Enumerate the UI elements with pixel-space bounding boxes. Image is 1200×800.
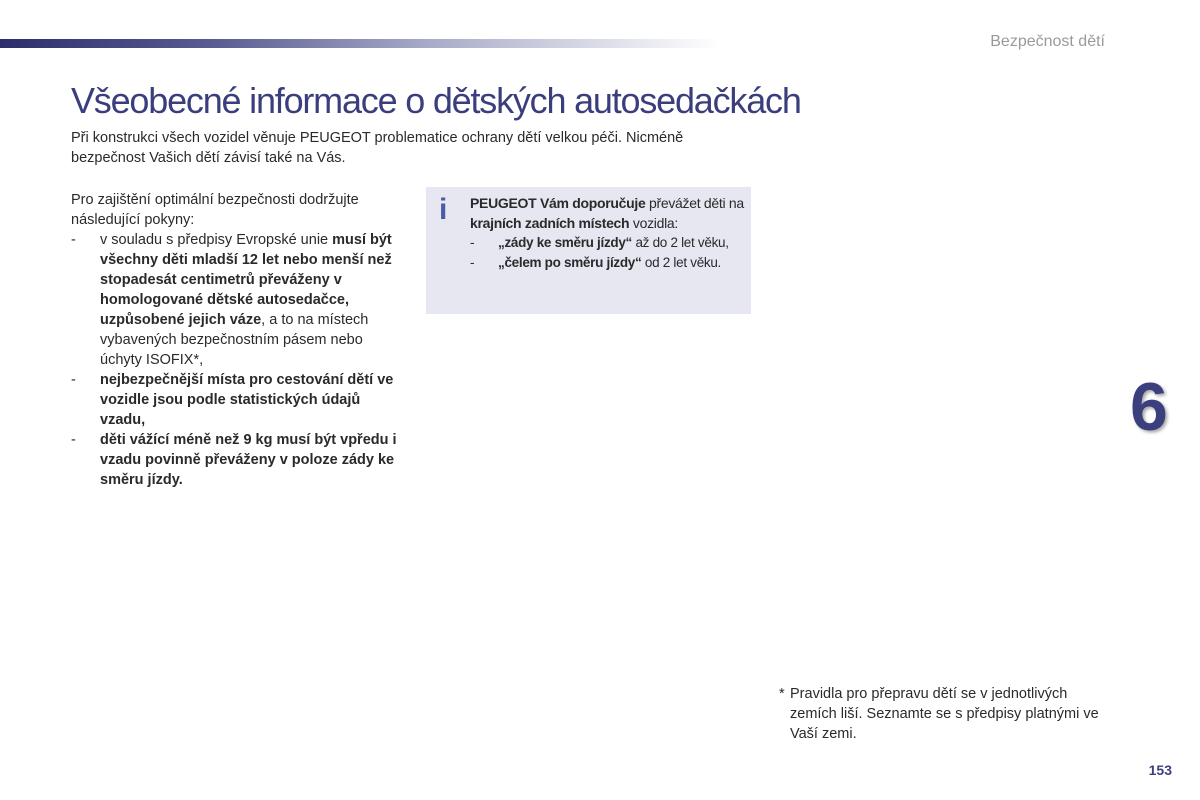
list-item xyxy=(470,233,748,253)
list-dash: - xyxy=(71,372,76,388)
info-box xyxy=(426,187,751,314)
info-text-span: převážet děti na xyxy=(645,195,744,211)
intro-paragraph: Při konstrukci všech vozidel věnuje PEUGEOT problematice ochrany dětí velkou péči. Nicméně bezpečnost Vašich dětí závisí také na Vás. xyxy=(71,130,684,166)
instructions-list xyxy=(71,230,401,490)
page-title: Všeobecné informace o dětských autosedačkách xyxy=(71,80,801,121)
list-dash: - xyxy=(470,255,475,270)
item-text: v souladu s předpisy Evropské unie xyxy=(100,232,333,248)
info-bold: „čelem po směru jízdy“ xyxy=(498,255,642,270)
chapter-number: 6 xyxy=(1130,369,1168,445)
info-bold: „zády ke směru jízdy“ xyxy=(498,235,633,250)
info-text-span: od 2 let věku. xyxy=(641,255,722,270)
list-item xyxy=(71,430,401,490)
item-text: , a to na místech vybavených bezpečnostním pásem nebo úchyty ISOFIX*, xyxy=(100,312,369,368)
info-text xyxy=(470,193,748,273)
list-dash: - xyxy=(71,432,76,448)
info-bold: krajních zadních místech xyxy=(470,215,630,231)
section-title: Bezpečnost dětí xyxy=(990,33,1105,50)
info-list xyxy=(470,233,748,273)
list-dash: - xyxy=(470,235,475,250)
footnote xyxy=(779,684,1109,744)
list-item xyxy=(71,370,401,430)
item-text-bold: musí být všechny děti mladší 12 let nebo menší než stopadesát centimetrů převáženy v homologované dětské autosedačce, uzpůsobené jejich váze xyxy=(100,232,392,328)
list-item xyxy=(71,230,401,370)
instructions-lead: Pro zajištění optimální bezpečnosti dodržujte následující pokyny: xyxy=(71,192,359,228)
info-text-span: vozidla: xyxy=(629,215,678,231)
info-icon: i xyxy=(439,193,448,226)
instructions-column xyxy=(71,190,401,490)
page-number: 153 xyxy=(1148,762,1172,778)
list-item xyxy=(470,253,748,273)
footnote-text: Pravidla pro přepravu dětí se v jednotlivých zemích liší. Seznamte se s předpisy platnými ve Vaší zemi. xyxy=(790,686,1099,742)
item-text-bold: nejbezpečnější místa pro cestování dětí ve vozidle jsou podle statistických údajů vzadu, xyxy=(100,372,394,428)
header-gradient-bar xyxy=(0,39,720,48)
list-dash: - xyxy=(71,232,76,248)
info-recommendation xyxy=(470,193,748,233)
info-text-span: až do 2 let věku, xyxy=(632,235,729,250)
item-text-bold: děti vážící méně než 9 kg musí být vpředu i vzadu povinně převáženy v poloze zády ke směru jízdy. xyxy=(100,432,397,488)
footnote-star: * xyxy=(779,686,785,702)
info-bold: PEUGEOT Vám doporučuje xyxy=(470,195,646,211)
